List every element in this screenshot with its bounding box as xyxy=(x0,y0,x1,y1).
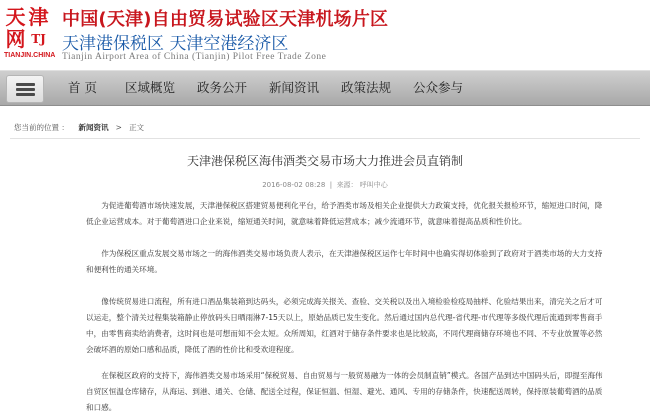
logo-mark xyxy=(4,6,50,50)
site-logo[interactable] xyxy=(4,5,56,62)
article-paragraph xyxy=(86,368,606,416)
article-source: 来源： 呼叫中心 xyxy=(336,181,388,189)
logo-char-4: TJ xyxy=(31,32,46,46)
paragraph-2-text: 作为保税区重点发展交易市场之一的海伟酒类交易市场负责人表示，在天津港保税区运作七年时间中也确实得切体验到了政府对于酒类市场的大力支持和便利性的通关环境。 xyxy=(86,249,603,274)
site-subtitle-en: Tianjin Airport Area of China (Tianjin) Pilot Free Trade Zone xyxy=(62,52,327,62)
divider xyxy=(10,138,640,139)
article-paragraph xyxy=(86,198,606,230)
breadcrumb-current: 正文 xyxy=(129,123,145,132)
main-nav xyxy=(0,70,650,106)
site-title: 中国(天津)自由贸易试验区天津机场片区 xyxy=(62,9,389,30)
site-header xyxy=(0,0,650,68)
site-subtitle: 天津港保税区 天津空港经济区 xyxy=(62,34,289,54)
breadcrumb-label: 您当前的位置 ： xyxy=(14,123,69,132)
article-paragraph xyxy=(86,246,606,278)
nav-item-news[interactable]: 新闻资讯 xyxy=(269,80,320,95)
logo-char-3: 网 xyxy=(5,27,26,51)
article-date: 2016-08-02 08:28 xyxy=(262,181,326,189)
nav-item-public[interactable]: 公众参与 xyxy=(413,80,464,95)
paragraph-3-text: 像传统贸易进口流程，所有进口酒品集装箱到达码头，必须完成海关报关、查验、交关税以及出入境检验检疫局抽样、化验结果出来，清完关之后才可以运走，整个清关过程集装箱静止停放码头日晒雨淋7-15天以上，原始品质已发生变化。然后通过国内总代理-省代理-市代理等多级代理后流通到零售商手中，由零售商卖给消费者，这时间也是可想而知不会太短。众所周知，红酒对于储存条件要求也是比较高，不同代理商储存环境也不同、不专业放置等必然会破坏酒的原始口感和品质，降低了酒的性价比和受欢迎程度。 xyxy=(86,297,603,354)
logo-char-2: 津 xyxy=(28,5,49,29)
nav-item-overview[interactable]: 区域概览 xyxy=(125,80,176,95)
paragraph-1-text: 为促进葡萄酒市场快速发展，天津港保税区搭建贸易便利化平台，给予酒类市场及相关企业提供大力政策支持，优化报关报检环节，缩短进口时间，降低企业运营成本。对于葡萄酒进口企业来说，缩短通关时间，就意味着降低运营成本；减少流通环节，就意味着提高品质和性价比。 xyxy=(86,201,603,226)
logo-domain: TIANJIN.CHINA xyxy=(4,52,56,59)
breadcrumb-news-link[interactable]: 新闻资讯 xyxy=(78,123,109,132)
paragraph-4-text: 在保税区政府的支持下，海伟酒类交易市场采用“保税贸易、自由贸易与一般贸易融为一体的会员制直销”模式。各国产品到达中国码头后，即提至海伟自贸区恒温仓库储存，从海运、到港、通关、仓储、配送全过程，保证恒温、恒湿、避光、通风、专用的存储条件，快速配送周转，保持原装葡萄酒的品质和口感。 xyxy=(86,371,603,412)
hamburger-menu-icon[interactable] xyxy=(6,75,44,103)
logo-char-1: 天 xyxy=(5,5,26,29)
nav-item-policy[interactable]: 政策法规 xyxy=(341,80,392,95)
article-meta: 2016-08-02 08:28 | 来源： 呼叫中心 xyxy=(262,181,388,189)
article-title: 天津港保税区海伟酒类交易市场大力推进会员直销制 xyxy=(186,154,463,168)
nav-item-government[interactable]: 政务公开 xyxy=(197,80,248,95)
article-paragraph xyxy=(86,294,606,358)
nav-item-home[interactable]: 首 页 xyxy=(68,80,97,95)
breadcrumb: 您当前的位置 ： 新闻资讯 > 正文 xyxy=(14,123,145,132)
